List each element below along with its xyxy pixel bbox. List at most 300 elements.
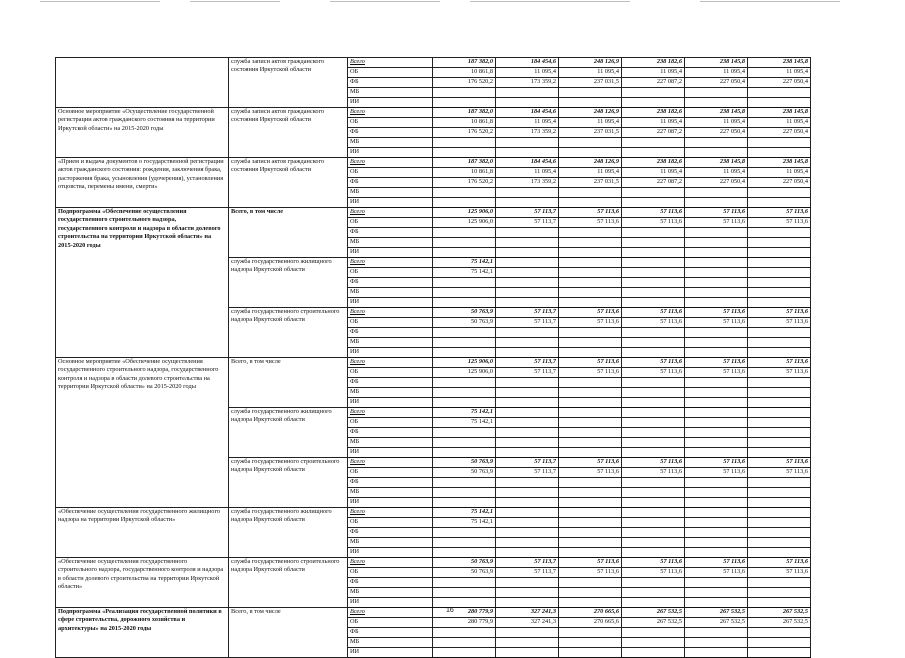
amount-cell: [496, 438, 559, 448]
measure-name-cell: Основное мероприятие «Обеспечение осуществления государственного строительного надзора, государственного контроля и надзора в области долевого строительства на территории Иркутской области» на 2015-2020 годы: [56, 358, 229, 508]
amount-cell: 11 095,4: [559, 168, 622, 178]
amount-cell: [496, 638, 559, 648]
amount-cell: [748, 98, 811, 108]
amount-cell: 238 145,8: [748, 108, 811, 118]
amount-cell: [748, 258, 811, 268]
amount-cell: [622, 138, 685, 148]
funding-source-cell: МБ: [348, 638, 433, 648]
amount-cell: [748, 228, 811, 238]
amount-cell: 238 145,8: [685, 58, 748, 68]
amount-cell: [622, 548, 685, 558]
amount-cell: [622, 398, 685, 408]
amount-cell: 57 113,6: [622, 358, 685, 368]
amount-cell: 227 050,4: [748, 78, 811, 88]
amount-cell: 57 113,7: [496, 208, 559, 218]
amount-cell: [748, 548, 811, 558]
amount-cell: [433, 148, 496, 158]
amount-cell: [748, 428, 811, 438]
amount-cell: [622, 638, 685, 648]
amount-cell: [559, 278, 622, 288]
executor-cell: служба государственного строительного надзора Иркутской области: [229, 558, 348, 608]
amount-cell: [685, 578, 748, 588]
amount-cell: 11 095,4: [748, 118, 811, 128]
amount-cell: [433, 328, 496, 338]
funding-source-cell: МБ: [348, 288, 433, 298]
amount-cell: 50 763,9: [433, 558, 496, 568]
amount-cell: 50 763,9: [433, 458, 496, 468]
amount-cell: [685, 278, 748, 288]
amount-cell: [622, 648, 685, 658]
amount-cell: [685, 418, 748, 428]
amount-cell: [685, 638, 748, 648]
amount-cell: [559, 448, 622, 458]
funding-source-cell: ФБ: [348, 128, 433, 138]
funding-source-cell: МБ: [348, 488, 433, 498]
amount-cell: [685, 378, 748, 388]
amount-cell: 50 763,9: [433, 468, 496, 478]
amount-cell: [559, 588, 622, 598]
funding-source-cell: ИИ: [348, 598, 433, 608]
amount-cell: 57 113,6: [748, 568, 811, 578]
funding-source-cell: ОБ: [348, 618, 433, 628]
amount-cell: [622, 388, 685, 398]
amount-cell: [622, 278, 685, 288]
table-row: [56, 158, 811, 168]
amount-cell: [622, 578, 685, 588]
executor-cell: служба записи актов гражданского состояния Иркутской области: [229, 158, 348, 208]
amount-cell: [685, 248, 748, 258]
amount-cell: 267 532,5: [622, 608, 685, 618]
amount-cell: [496, 538, 559, 548]
amount-cell: 270 665,6: [559, 608, 622, 618]
amount-cell: [748, 338, 811, 348]
amount-cell: [496, 588, 559, 598]
budget-table: [55, 57, 811, 658]
amount-cell: [685, 438, 748, 448]
amount-cell: 57 113,6: [559, 558, 622, 568]
amount-cell: [433, 648, 496, 658]
amount-cell: [685, 508, 748, 518]
amount-cell: [496, 328, 559, 338]
amount-cell: [748, 328, 811, 338]
amount-cell: [559, 268, 622, 278]
amount-cell: [559, 428, 622, 438]
funding-source-cell: МБ: [348, 138, 433, 148]
amount-cell: 267 532,5: [748, 608, 811, 618]
amount-cell: [685, 588, 748, 598]
amount-cell: [622, 228, 685, 238]
executor-cell: служба государственного строительного надзора Иркутской области: [229, 308, 348, 358]
amount-cell: 187 382,0: [433, 158, 496, 168]
amount-cell: [433, 288, 496, 298]
funding-source-cell: ОБ: [348, 218, 433, 228]
amount-cell: [685, 598, 748, 608]
amount-cell: [559, 518, 622, 528]
budget-table-body: [56, 58, 811, 658]
amount-cell: [622, 518, 685, 528]
amount-cell: 238 145,8: [748, 158, 811, 168]
amount-cell: 57 113,6: [559, 368, 622, 378]
amount-cell: 57 113,6: [685, 368, 748, 378]
amount-cell: [685, 348, 748, 358]
amount-cell: 238 182,6: [622, 158, 685, 168]
amount-cell: 173 359,2: [496, 178, 559, 188]
amount-cell: [496, 98, 559, 108]
amount-cell: 57 113,6: [559, 208, 622, 218]
amount-cell: [496, 528, 559, 538]
amount-cell: [559, 328, 622, 338]
amount-cell: 57 113,6: [748, 218, 811, 228]
amount-cell: [559, 248, 622, 258]
amount-cell: [496, 238, 559, 248]
amount-cell: [559, 298, 622, 308]
funding-source-cell: ФБ: [348, 478, 433, 488]
amount-cell: [496, 598, 559, 608]
amount-cell: 75 142,1: [433, 268, 496, 278]
amount-cell: [496, 498, 559, 508]
amount-cell: 248 126,9: [559, 58, 622, 68]
amount-cell: [496, 648, 559, 658]
funding-source-cell: Всего: [348, 458, 433, 468]
amount-cell: 57 113,6: [748, 318, 811, 328]
funding-source-cell: ОБ: [348, 68, 433, 78]
executor-cell: служба государственного жилищного надзора Иркутской области: [229, 408, 348, 458]
funding-source-cell: ФБ: [348, 278, 433, 288]
amount-cell: [559, 348, 622, 358]
funding-source-cell: ОБ: [348, 418, 433, 428]
amount-cell: [748, 298, 811, 308]
amount-cell: 57 113,6: [622, 558, 685, 568]
amount-cell: [622, 268, 685, 278]
amount-cell: [748, 388, 811, 398]
amount-cell: 10 861,8: [433, 168, 496, 178]
measure-name-cell: «Обеспечение осуществления государственного строительного надзора, государственного контроля и надзора в области долевого строительства на территории Иркутской области»: [56, 558, 229, 608]
amount-cell: 11 095,4: [622, 118, 685, 128]
amount-cell: [559, 148, 622, 158]
amount-cell: 238 182,6: [622, 58, 685, 68]
amount-cell: 11 095,4: [496, 68, 559, 78]
amount-cell: [622, 98, 685, 108]
amount-cell: [559, 258, 622, 268]
funding-source-cell: ОБ: [348, 168, 433, 178]
table-row: [56, 58, 811, 68]
amount-cell: 125 906,0: [433, 368, 496, 378]
amount-cell: [496, 88, 559, 98]
amount-cell: [748, 418, 811, 428]
amount-cell: [622, 298, 685, 308]
amount-cell: [433, 398, 496, 408]
amount-cell: 237 031,5: [559, 128, 622, 138]
amount-cell: [559, 338, 622, 348]
amount-cell: 57 113,6: [748, 558, 811, 568]
amount-cell: [748, 598, 811, 608]
amount-cell: [496, 488, 559, 498]
amount-cell: 227 087,2: [622, 78, 685, 88]
funding-source-cell: ИИ: [348, 448, 433, 458]
amount-cell: [559, 508, 622, 518]
amount-cell: [685, 648, 748, 658]
amount-cell: [748, 538, 811, 548]
amount-cell: 280 779,9: [433, 608, 496, 618]
amount-cell: 57 113,6: [685, 468, 748, 478]
amount-cell: [559, 538, 622, 548]
amount-cell: [748, 188, 811, 198]
amount-cell: 57 113,6: [559, 218, 622, 228]
amount-cell: [559, 598, 622, 608]
amount-cell: [559, 288, 622, 298]
amount-cell: 57 113,6: [622, 208, 685, 218]
amount-cell: [433, 298, 496, 308]
amount-cell: [559, 88, 622, 98]
amount-cell: [685, 148, 748, 158]
amount-cell: [685, 628, 748, 638]
amount-cell: [559, 638, 622, 648]
amount-cell: 57 113,6: [559, 308, 622, 318]
amount-cell: [622, 508, 685, 518]
amount-cell: [496, 378, 559, 388]
amount-cell: 237 031,5: [559, 78, 622, 88]
table-row: [56, 508, 811, 518]
amount-cell: 187 382,0: [433, 58, 496, 68]
funding-source-cell: МБ: [348, 338, 433, 348]
amount-cell: [496, 398, 559, 408]
amount-cell: [685, 238, 748, 248]
funding-source-cell: ИИ: [348, 648, 433, 658]
amount-cell: [622, 448, 685, 458]
amount-cell: [433, 448, 496, 458]
amount-cell: 11 095,4: [496, 118, 559, 128]
amount-cell: [433, 388, 496, 398]
funding-source-cell: МБ: [348, 238, 433, 248]
amount-cell: 227 050,4: [685, 128, 748, 138]
amount-cell: 227 050,4: [748, 178, 811, 188]
amount-cell: [559, 548, 622, 558]
amount-cell: [496, 338, 559, 348]
amount-cell: [622, 428, 685, 438]
amount-cell: [433, 588, 496, 598]
amount-cell: [685, 388, 748, 398]
amount-cell: [748, 448, 811, 458]
amount-cell: [496, 628, 559, 638]
amount-cell: [433, 348, 496, 358]
amount-cell: 280 779,9: [433, 618, 496, 628]
amount-cell: [748, 198, 811, 208]
amount-cell: [748, 278, 811, 288]
amount-cell: [496, 348, 559, 358]
executor-cell: служба записи актов гражданского состояния Иркутской области: [229, 108, 348, 158]
amount-cell: 57 113,7: [496, 358, 559, 368]
amount-cell: 248 126,9: [559, 158, 622, 168]
funding-source-cell: ФБ: [348, 78, 433, 88]
amount-cell: [433, 578, 496, 588]
amount-cell: [559, 438, 622, 448]
amount-cell: 11 095,4: [685, 68, 748, 78]
funding-source-cell: МБ: [348, 88, 433, 98]
amount-cell: [433, 638, 496, 648]
amount-cell: [622, 598, 685, 608]
funding-source-cell: ИИ: [348, 498, 433, 508]
amount-cell: [622, 488, 685, 498]
amount-cell: 327 241,3: [496, 618, 559, 628]
amount-cell: [685, 328, 748, 338]
amount-cell: 57 113,6: [748, 358, 811, 368]
funding-source-cell: МБ: [348, 438, 433, 448]
amount-cell: [433, 428, 496, 438]
funding-source-cell: ИИ: [348, 348, 433, 358]
amount-cell: [748, 478, 811, 488]
amount-cell: 75 142,1: [433, 258, 496, 268]
amount-cell: [685, 258, 748, 268]
amount-cell: 57 113,6: [622, 308, 685, 318]
amount-cell: 11 095,4: [496, 168, 559, 178]
amount-cell: [496, 198, 559, 208]
amount-cell: [496, 508, 559, 518]
amount-cell: [748, 248, 811, 258]
executor-cell: служба государственного строительного надзора Иркутской области: [229, 458, 348, 508]
amount-cell: [559, 188, 622, 198]
amount-cell: 75 142,1: [433, 418, 496, 428]
amount-cell: [496, 148, 559, 158]
amount-cell: [433, 538, 496, 548]
amount-cell: 11 095,4: [622, 68, 685, 78]
amount-cell: [622, 438, 685, 448]
amount-cell: 238 145,8: [685, 108, 748, 118]
amount-cell: 11 095,4: [748, 168, 811, 178]
amount-cell: 50 763,9: [433, 318, 496, 328]
amount-cell: [496, 278, 559, 288]
amount-cell: [622, 88, 685, 98]
amount-cell: 227 050,4: [748, 128, 811, 138]
amount-cell: [433, 478, 496, 488]
funding-source-cell: ИИ: [348, 398, 433, 408]
funding-source-cell: Всего: [348, 408, 433, 418]
amount-cell: [433, 438, 496, 448]
amount-cell: [622, 248, 685, 258]
amount-cell: 57 113,6: [559, 358, 622, 368]
funding-source-cell: МБ: [348, 538, 433, 548]
funding-source-cell: ИИ: [348, 198, 433, 208]
amount-cell: [496, 448, 559, 458]
amount-cell: [559, 198, 622, 208]
table-row: [56, 108, 811, 118]
amount-cell: [685, 538, 748, 548]
funding-source-cell: МБ: [348, 588, 433, 598]
amount-cell: 57 113,6: [685, 458, 748, 468]
page-number: 16: [446, 607, 454, 614]
amount-cell: 11 095,4: [622, 168, 685, 178]
amount-cell: [496, 478, 559, 488]
amount-cell: 57 113,7: [496, 308, 559, 318]
amount-cell: 57 113,6: [622, 368, 685, 378]
amount-cell: 57 113,7: [496, 468, 559, 478]
amount-cell: [496, 428, 559, 438]
amount-cell: [433, 88, 496, 98]
amount-cell: [433, 238, 496, 248]
amount-cell: 184 454,6: [496, 58, 559, 68]
amount-cell: [685, 488, 748, 498]
amount-cell: 57 113,7: [496, 458, 559, 468]
funding-source-cell: ИИ: [348, 98, 433, 108]
amount-cell: 238 145,8: [748, 58, 811, 68]
funding-source-cell: Всего: [348, 258, 433, 268]
amount-cell: [622, 198, 685, 208]
amount-cell: 184 454,6: [496, 158, 559, 168]
amount-cell: [433, 528, 496, 538]
amount-cell: 57 113,6: [622, 468, 685, 478]
funding-source-cell: Всего: [348, 508, 433, 518]
funding-source-cell: ИИ: [348, 248, 433, 258]
funding-source-cell: Всего: [348, 58, 433, 68]
amount-cell: [748, 488, 811, 498]
amount-cell: [748, 638, 811, 648]
amount-cell: 176 520,2: [433, 128, 496, 138]
amount-cell: [748, 408, 811, 418]
amount-cell: [622, 188, 685, 198]
amount-cell: [559, 488, 622, 498]
amount-cell: 57 113,6: [622, 458, 685, 468]
amount-cell: 10 861,8: [433, 68, 496, 78]
funding-source-cell: ОБ: [348, 118, 433, 128]
amount-cell: 57 113,6: [685, 358, 748, 368]
amount-cell: [685, 498, 748, 508]
funding-source-cell: ФБ: [348, 378, 433, 388]
executor-cell: Всего, в том числе: [229, 208, 348, 258]
amount-cell: [685, 548, 748, 558]
amount-cell: [433, 248, 496, 258]
amount-cell: [496, 268, 559, 278]
funding-source-cell: Всего: [348, 608, 433, 618]
amount-cell: [685, 428, 748, 438]
document-sheet: [55, 57, 811, 658]
amount-cell: [559, 378, 622, 388]
funding-source-cell: ФБ: [348, 428, 433, 438]
amount-cell: [559, 138, 622, 148]
amount-cell: [433, 278, 496, 288]
scan-edge-artifact: [0, 0, 905, 6]
amount-cell: [433, 198, 496, 208]
amount-cell: 270 665,6: [559, 618, 622, 628]
amount-cell: [748, 588, 811, 598]
amount-cell: 184 454,6: [496, 108, 559, 118]
amount-cell: [685, 198, 748, 208]
amount-cell: 57 113,6: [685, 208, 748, 218]
amount-cell: [685, 268, 748, 278]
amount-cell: [622, 348, 685, 358]
funding-source-cell: ОБ: [348, 318, 433, 328]
funding-source-cell: ФБ: [348, 228, 433, 238]
amount-cell: [622, 378, 685, 388]
amount-cell: 57 113,6: [748, 208, 811, 218]
amount-cell: [559, 408, 622, 418]
funding-source-cell: Всего: [348, 308, 433, 318]
amount-cell: 57 113,6: [748, 368, 811, 378]
amount-cell: [748, 348, 811, 358]
amount-cell: 125 906,0: [433, 208, 496, 218]
amount-cell: 75 142,1: [433, 508, 496, 518]
amount-cell: [496, 408, 559, 418]
amount-cell: 11 095,4: [685, 118, 748, 128]
amount-cell: 50 763,9: [433, 308, 496, 318]
amount-cell: 57 113,6: [685, 568, 748, 578]
amount-cell: [433, 228, 496, 238]
amount-cell: [685, 228, 748, 238]
amount-cell: [559, 478, 622, 488]
amount-cell: 57 113,6: [622, 218, 685, 228]
amount-cell: 10 861,8: [433, 118, 496, 128]
amount-cell: [496, 298, 559, 308]
amount-cell: [685, 478, 748, 488]
amount-cell: [748, 148, 811, 158]
